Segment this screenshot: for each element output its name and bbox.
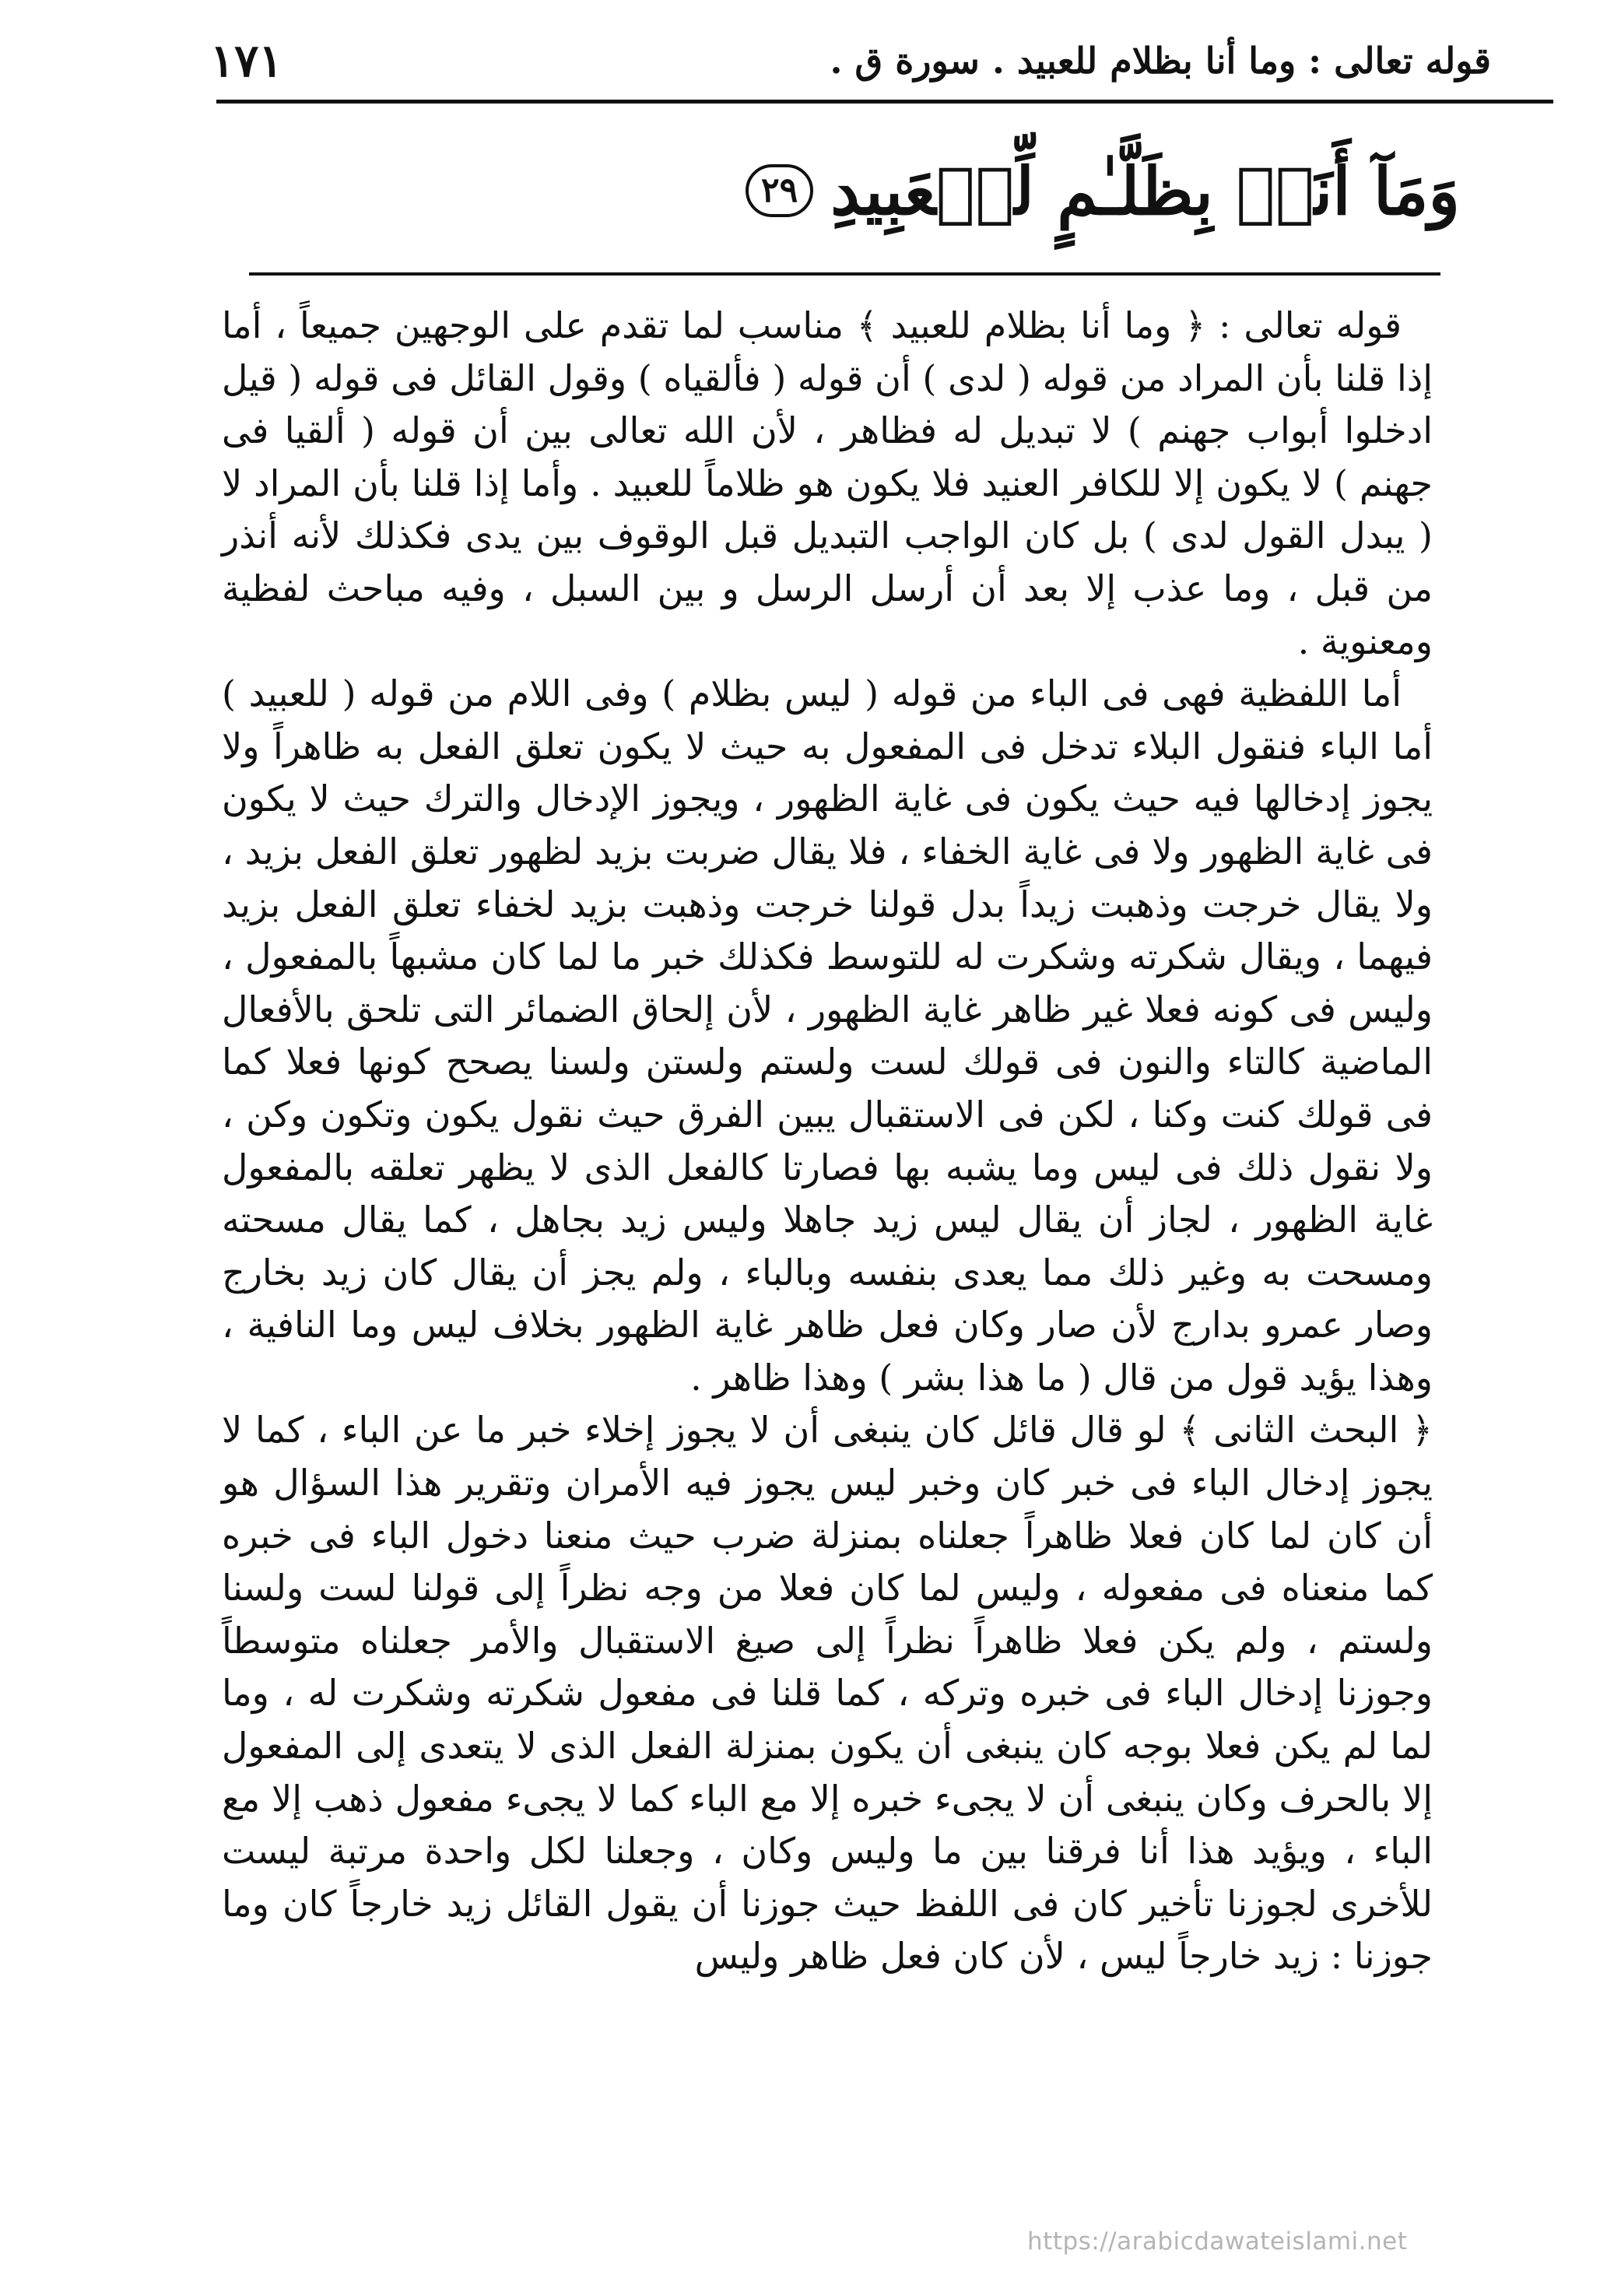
running-header xyxy=(210,30,1491,92)
commentary-body xyxy=(222,300,1433,1983)
paragraph-lexical: أما اللفظية فهى فى الباء من قوله ( ليس بظلام ) وفى اللام من قوله ( للعبيد ) أما الباء فنقول البلاء تدخل فى المفعول به حيث لا يكون تعلق الفعل به ظاهراً ولا يجوز إدخالها فيه حيث يكون فى غاية الظهور ، ويجوز الإدخال والترك حيث لا يكون فى غاية الظهور ولا فى غاية الخفاء ، فلا يقال ضربت بزيد لظهور تعلق الفعل بزيد ، ولا يقال خرجت وذهبت زيداً بدل قولنا خرجت وذهبت بزيد لخفاء تعلق الفعل بزيد فيهما ، ويقال شكرته وشكرت له للتوسط فكذلك خبر ما لما كان مشبهاً بالمفعول ، وليس فى كونه فعلا غير ظاهر غاية الظهور ، لأن إلحاق الضمائر التى تلحق بالأفعال الماضية كالتاء والنون فى قولك لست ولستم ولستن ولسنا يصحح كونها فعلا كما فى قولك كنت وكنا ، لكن فى الاستقبال يبين الفرق حيث نقول يكون وتكون وكن ، ولا نقول ذلك فى ليس وما يشبه بها فصارتا كالفعل الذى لا يظهر تعلقه بالمفعول غاية الظهور ، لجاز أن يقال ليس زيد جاهلا وليس زيد بجاهل ، كما يقال مسحته ومسحت به وغير ذلك مما يعدى بنفسه وبالباء ، ولم يجز أن يقال كان زيد بخارج وصار عمرو بدارج لأن صار وكان فعل ظاهر غاية الظهور بخلاف ليس وما النافية ، وهذا يؤيد قول من قال ( ما هذا بشر ) وهذا ظاهر . xyxy=(222,672,1433,1399)
quran-verse xyxy=(210,132,1460,249)
paragraph-second-discussion: ﴿ البحث الثانى ﴾ لو قال قائل كان ينبغى أن لا يجوز إخلاء خبر ما عن الباء ، كما لا يجوز إدخال الباء فى خبر كان وخبر ليس يجوز فيه الأمران وتقرير هذا السؤال هو أن كان لما كان فعلا ظاهراً جعلناه بمنزلة ضرب حيث منعنا دخول الباء فى خبره كما منعناه فى مفعوله ، وليس لما كان فعلا من وجه نظراً إلى قولنا لست ولسنا ولستم ، ولم يكن فعلا ظاهراً نظراً إلى صيغ الاستقبال والأمر جعلناه متوسطاً وجوزنا إدخال الباء فى خبره وتركه ، كما قلنا فى مفعول شكرته وشكرت له ، وما لما لم يكن فعلا بوجه كان ينبغى أن يكون بمنزلة الفعل الذى لا يتعدى إلى المفعول إلا بالحرف وكان ينبغى أن لا يجىء خبره إلا مع الباء كما لا يجىء مفعول ذهب إلا مع الباء ، ويؤيد هذا أنا فرقنا بين ما وليس وكان ، وجعلنا لكل واحدة مرتبة ليست للأخرى لجوزنا تأخير كان فى اللفظ حيث جوزنا أن يقول القائل زيد خارجاً كان وما جوزنا : زيد خارجاً ليس ، لأن كان فعل ظاهر وليس xyxy=(222,1409,1433,1978)
page-number: ١٧١ xyxy=(210,34,283,87)
paragraph-intro: قوله تعالى : ﴿ وما أنا بظلام للعبيد ﴾ مناسب لما تقدم على الوجهين جميعاً ، أما إذا قلنا بأن المراد من قوله ( لدى ) أن قوله ( فألقياه ) وقول القائل فى قوله ( قيل ادخلوا أبواب جهنم ) لا تبديل له فظاهر ، لأن الله تعالى بين أن قوله ( ألقيا فى جهنم ) لا يكون إلا للكافر العنيد فلا يكون هو ظلاماً للعبيد . وأما إذا قلنا بأن المراد لا ( يبدل القول لدى ) بل كان الواجب التبديل قبل الوقوف بين يدى فكذلك لأنه أنذر من قبل ، وما عذب إلا بعد أن أرسل الرسل و بين السبل ، وفيه مباحث لفظية ومعنوية . xyxy=(222,304,1433,662)
verse-number-marker: ٢٩ xyxy=(746,164,813,217)
running-title: قوله تعالى : وما أنا بظلام للعبيد . سورة ق . xyxy=(830,40,1491,82)
header-divider xyxy=(216,100,1553,104)
verse-divider xyxy=(249,272,1440,276)
source-watermark: https://arabicdawateislami.net xyxy=(1027,2228,1408,2256)
verse-text: وَمَآ أَنَا۠ بِظَلَّـٰمٍ لِّلۡعَبِيدِ xyxy=(830,152,1460,230)
